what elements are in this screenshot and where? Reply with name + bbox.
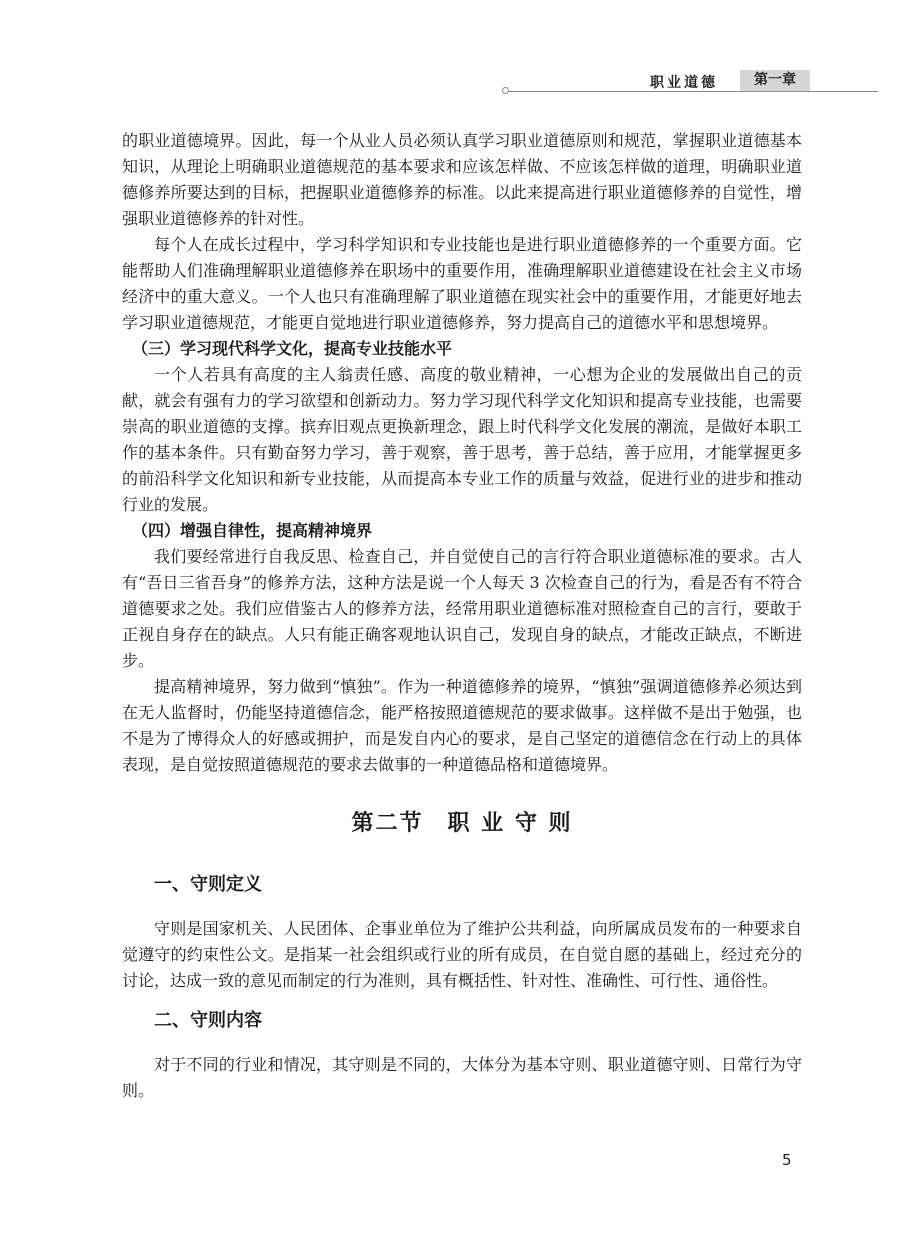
- section-title: 第二节 职 业 守 则: [351, 811, 573, 836]
- paragraph: 我们要经常进行自我反思、检查自己，并自觉使自己的言行符合职业道德标准的要求。古人有“吾日三省吾身”的修养方法，这种方法是说一个人每天 3 次检查自己的行为，看是否有不符合道德要求之处。我们应借鉴古人的修养方法，经常用职业道德标准对照检查自己的言行，要敢于正视自身存在的缺点。人只有能正确客观地认识自己，发现自身的缺点，才能改正缺点，不断进步。: [122, 547, 802, 670]
- subsection-heading: （四）增强自律性，提高精神境界: [132, 521, 373, 540]
- paragraph: 提高精神境界，努力做到“慎独”。作为一种道德修养的境界，“慎独”强调道德修养必须达到在无人监督时，仍能坚持道德信念，能严格按照道德规范的要求做事。这样做不是出于勉强，也不是为了博得众人的好感或拥护，而是发自内心的要求，是自己坚定的道德信念在行动上的具体表现，是自觉按照道德规范的要求去做事的一种道德品格和道德境界。: [122, 677, 802, 774]
- header-rule-dot: [502, 87, 509, 94]
- section-heading: 一、守则定义: [154, 874, 262, 895]
- paragraph: 的职业道德境界。因此，每一个从业人员必须认真学习职业道德原则和规范，掌握职业道德基本知识，从理论上明确职业道德规范的基本要求和应该怎样做、不应该怎样做的道理，明确职业道德修养所要达到的目标，把握职业道德修养的标准。以此来提高进行职业道德修养的自觉性，增强职业道德修养的针对性。: [122, 131, 802, 228]
- running-header-title: 职业道德: [650, 75, 718, 91]
- page-body: [122, 128, 802, 1104]
- spacer: [122, 994, 802, 1006]
- paragraph: 守则是国家机关、人民团体、企事业单位为了维护公共利益，向所属成员发布的一种要求自觉遵守的约束性公文。是指某一社会组织或行业的所有成员，在自觉自愿的基础上，经过充分的讨论，达成一致的意见而制定的行为准则，具有概括性、针对性、准确性、可行性、通俗性。: [122, 919, 802, 990]
- page-number: 5: [782, 1151, 792, 1169]
- subsection-heading: （三）学习现代科学文化，提高专业技能水平: [132, 339, 453, 358]
- paragraph: 对于不同的行业和情况，其守则是不同的，大体分为基本守则、职业道德守则、日常行为守则。: [122, 1055, 802, 1100]
- running-header-chapter: 第一章: [740, 70, 810, 91]
- paragraph: 每个人在成长过程中，学习科学知识和专业技能也是进行职业道德修养的一个重要方面。它能帮助人们准确理解职业道德修养在职场中的重要作用，准确理解职业道德建设在社会主义市场经济中的重大意义。一个人也只有准确理解了职业道德在现实社会中的重要作用，才能更好地去学习职业道德规范，才能更自觉地进行职业道德修养，努力提高自己的道德水平和思想境界。: [122, 235, 802, 332]
- paragraph: 一个人若具有高度的主人翁责任感、高度的敬业精神，一心想为企业的发展做出自己的贡献，就会有强有力的学习欲望和创新动力。努力学习现代科学文化知识和提高专业技能，也需要崇高的职业道德的支撑。摈弃旧观点更换新理念，跟上时代科学文化发展的潮流，是做好本职工作的基本条件。只有勤奋努力学习，善于观察，善于思考，善于总结，善于应用，才能掌握更多的前沿科学文化知识和新专业技能，从而提高本专业工作的质量与效益，促进行业的进步和推动行业的发展。: [122, 365, 802, 514]
- section-heading: 二、守则内容: [154, 1010, 262, 1031]
